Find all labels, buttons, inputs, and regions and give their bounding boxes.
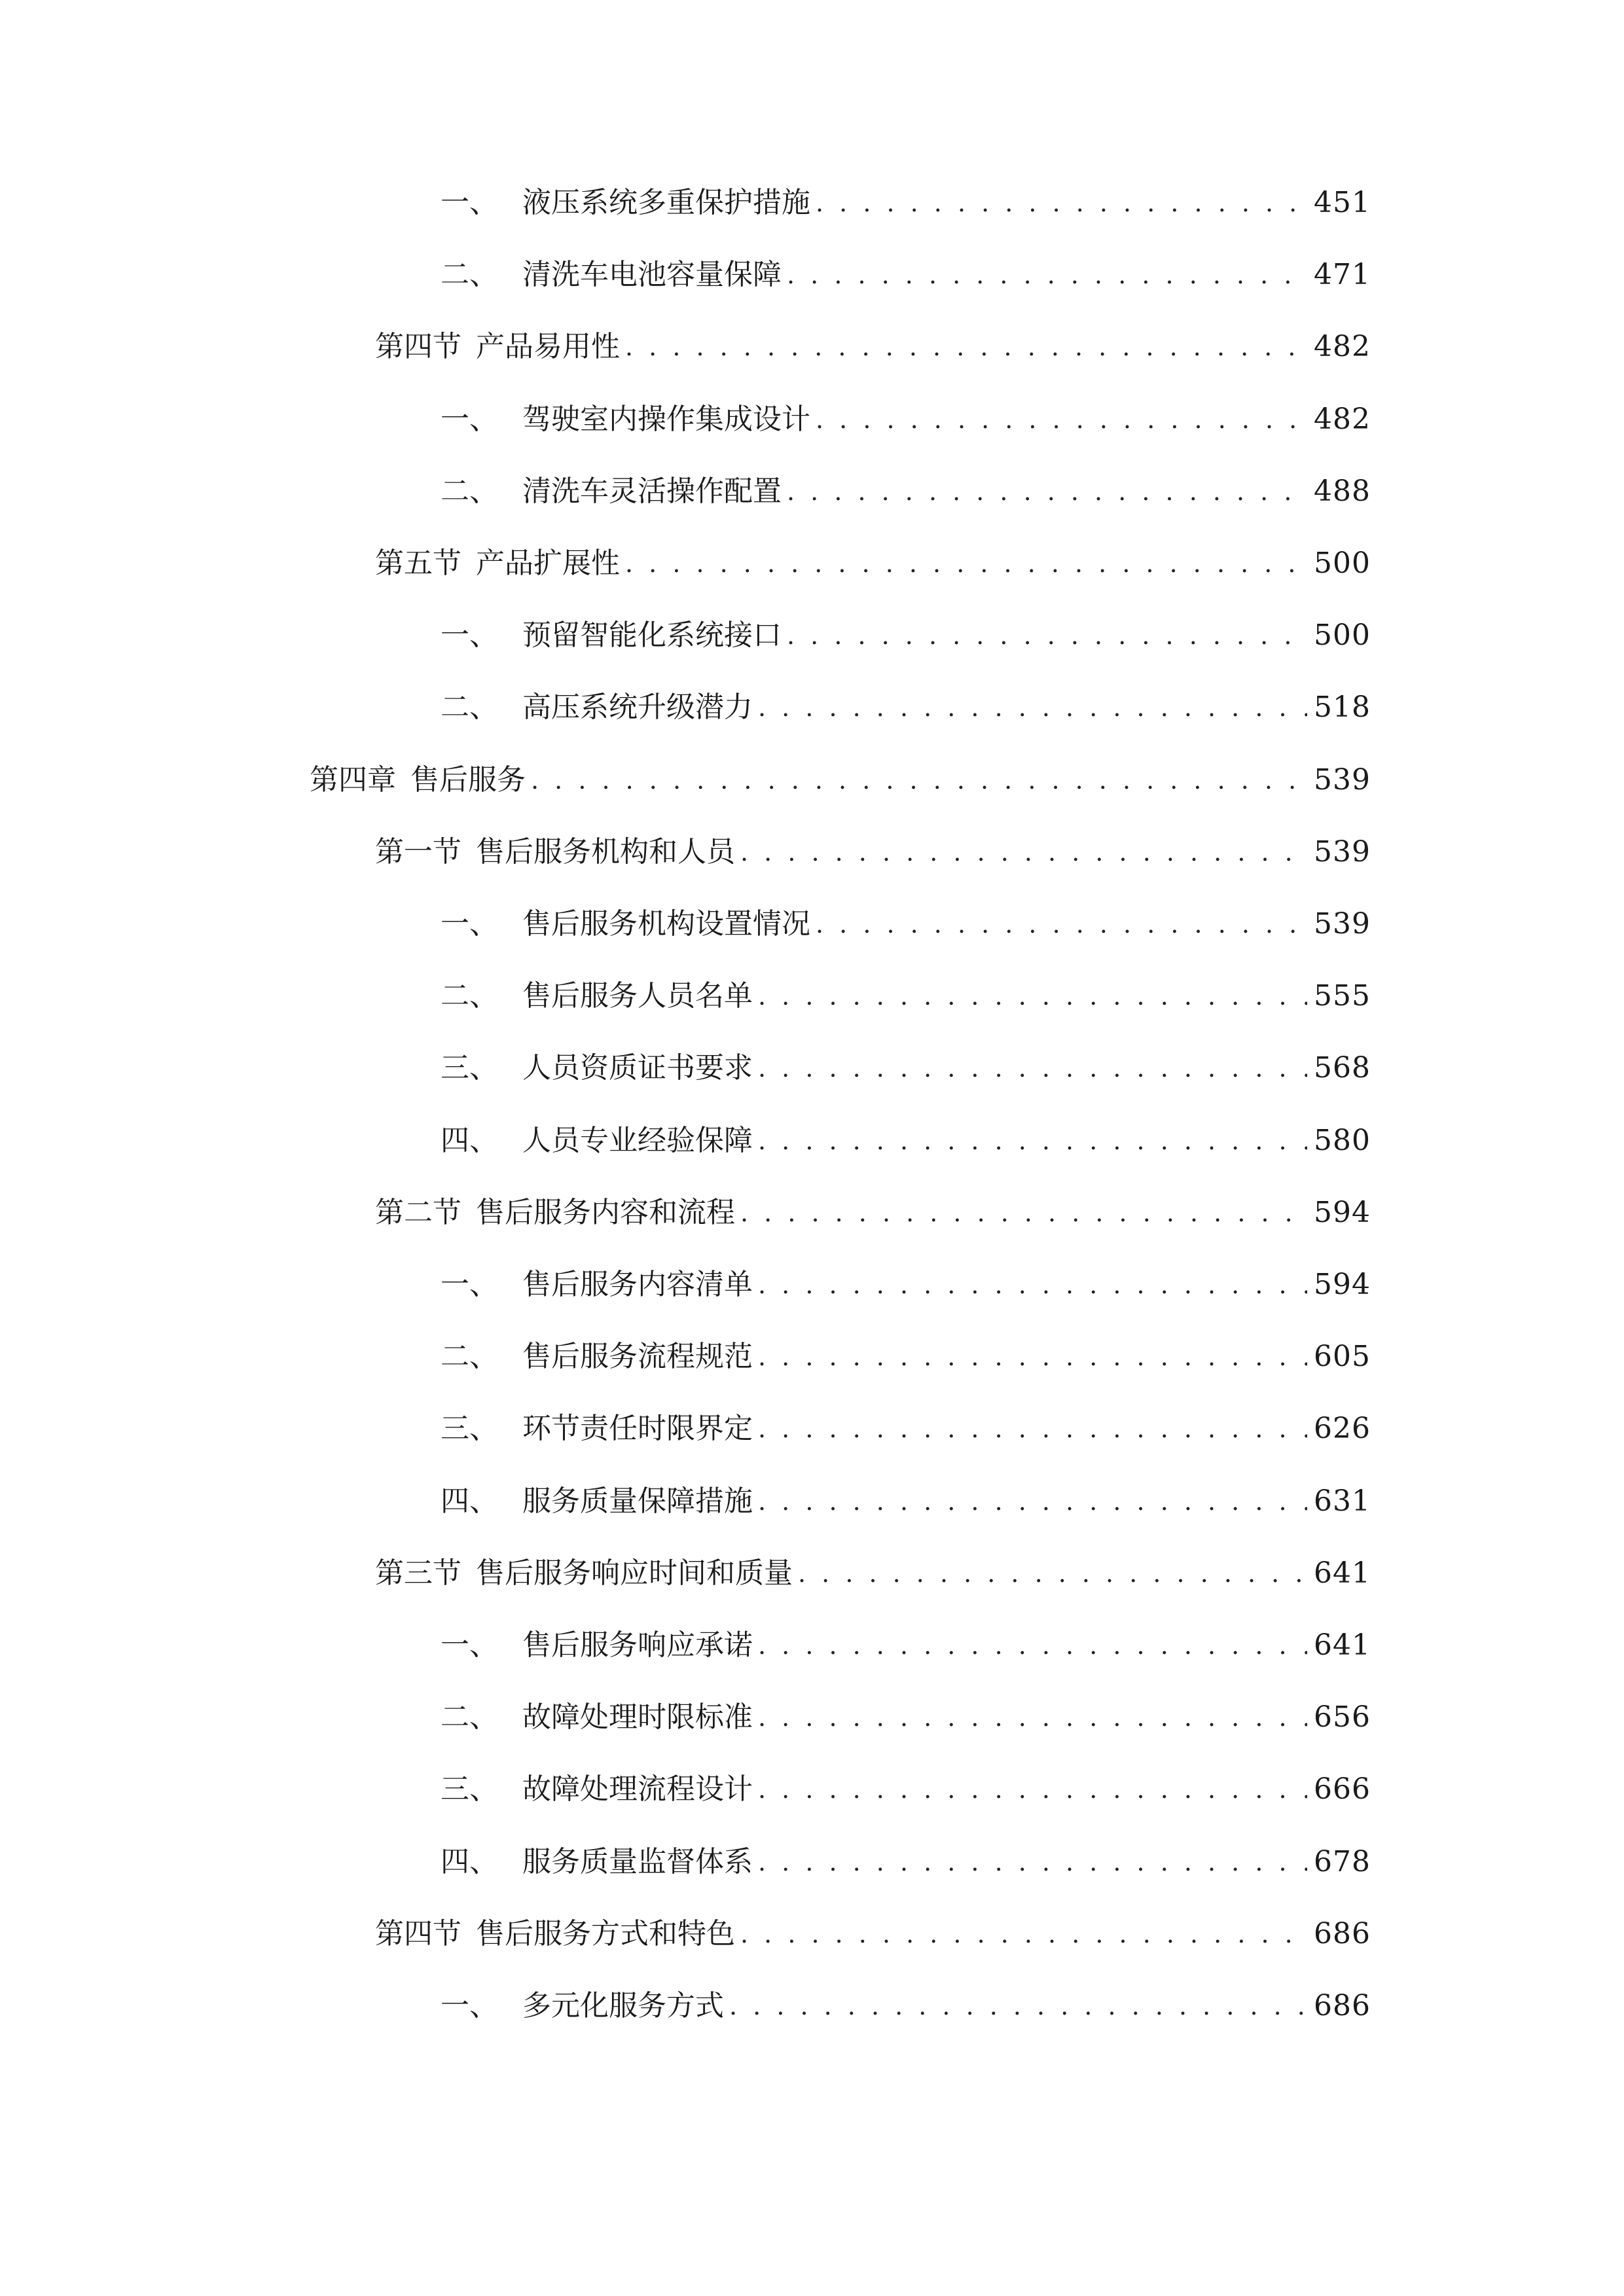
toc-entry-title: 售后服务内容清单 <box>522 1268 753 1301</box>
toc-entry-page-number: 471 <box>1314 258 1371 291</box>
toc-entry-page-number: 686 <box>1314 1917 1371 1950</box>
dot-leader <box>758 1268 1307 1302</box>
toc-entry-page-number: 594 <box>1314 1268 1371 1301</box>
toc-entry-section <box>375 1538 1371 1590</box>
toc-entry-item <box>441 456 1371 509</box>
dot-leader <box>531 763 1307 797</box>
toc-entry-item <box>441 600 1371 653</box>
toc-entry-title: 故障处理时限标准 <box>522 1700 753 1734</box>
dot-leader <box>758 1340 1307 1374</box>
dot-leader <box>758 1772 1307 1806</box>
toc-entry-number: 第四章 <box>310 763 396 797</box>
toc-entry-title: 多元化服务方式 <box>522 1989 724 2022</box>
toc-entry-page-number: 500 <box>1314 547 1371 580</box>
toc-entry-title: 售后服务人员名单 <box>522 979 753 1013</box>
toc-entry-item <box>441 240 1371 292</box>
toc-entry-number: 一、 <box>441 1989 498 2022</box>
toc-entry-title: 售后服务响应承诺 <box>522 1628 753 1662</box>
toc-entry-number: 三、 <box>441 1772 498 1806</box>
dot-leader <box>758 1412 1307 1446</box>
dot-leader <box>798 1556 1307 1590</box>
toc-entry-title: 预留智能化系统接口 <box>522 619 782 652</box>
toc-entry-item <box>441 1321 1371 1374</box>
dot-leader <box>625 547 1307 581</box>
toc-entry-item <box>441 168 1371 220</box>
toc-entry-number: 一、 <box>441 403 498 436</box>
toc-entry-item <box>441 889 1371 941</box>
toc-entry-number: 四、 <box>441 1845 498 1878</box>
toc-entry-section <box>375 1177 1371 1230</box>
toc-entry-page-number: 678 <box>1314 1845 1371 1878</box>
toc-entry-item <box>441 1682 1371 1734</box>
toc-entry-number: 第一节 <box>375 835 461 869</box>
toc-entry-item <box>441 1105 1371 1158</box>
dot-leader <box>740 835 1307 869</box>
toc-entry-title: 故障处理流程设计 <box>522 1772 753 1806</box>
toc-entry-item <box>441 1466 1371 1518</box>
toc-entry-number: 二、 <box>441 1700 498 1734</box>
dot-leader <box>758 1051 1307 1085</box>
toc-entry-item <box>441 384 1371 437</box>
toc-entry-number: 一、 <box>441 907 498 941</box>
toc-entry-number: 三、 <box>441 1412 498 1445</box>
toc-entry-item <box>441 1754 1371 1806</box>
toc-entry-section <box>375 817 1371 869</box>
toc-entry-number: 一、 <box>441 619 498 652</box>
toc-entry-page-number: 631 <box>1314 1484 1371 1518</box>
toc-entry-number: 二、 <box>441 475 498 508</box>
toc-entry-item <box>441 961 1371 1013</box>
dot-leader <box>816 403 1307 437</box>
toc-entry-page-number: 555 <box>1314 979 1371 1013</box>
dot-leader <box>787 475 1307 509</box>
dot-leader <box>740 1196 1307 1230</box>
dot-leader <box>729 1989 1307 2023</box>
toc-entry-title: 产品扩展性 <box>476 547 620 580</box>
toc-entry-page-number: 626 <box>1314 1412 1371 1445</box>
toc-entry-chapter <box>310 745 1371 797</box>
toc-entry-title: 售后服务响应时间和质量 <box>476 1556 793 1590</box>
dot-leader <box>740 1917 1307 1951</box>
toc-entry-number: 一、 <box>441 1268 498 1301</box>
toc-entry-title: 产品易用性 <box>476 330 620 363</box>
toc-entry-number: 三、 <box>441 1051 498 1085</box>
toc-entry-number: 二、 <box>441 258 498 291</box>
toc-entry-item <box>441 672 1371 725</box>
dot-leader <box>758 1700 1307 1734</box>
dot-leader <box>758 1845 1307 1879</box>
toc-entry-number: 二、 <box>441 691 498 724</box>
toc-entry-number: 第四节 <box>375 330 461 363</box>
toc-entry-item <box>441 1971 1371 2023</box>
toc-entry-title: 驾驶室内操作集成设计 <box>522 403 810 436</box>
toc-entry-number: 四、 <box>441 1124 498 1157</box>
toc-entry-page-number: 539 <box>1314 907 1371 941</box>
dot-leader <box>758 1628 1307 1662</box>
toc-entry-page-number: 500 <box>1314 619 1371 652</box>
toc-entry-title: 服务质量保障措施 <box>522 1484 753 1518</box>
toc-entry-title: 售后服务内容和流程 <box>476 1196 735 1229</box>
toc-entry-title: 人员资质证书要求 <box>522 1051 753 1085</box>
toc-entry-number: 四、 <box>441 1484 498 1518</box>
toc-entry-page-number: 568 <box>1314 1051 1371 1085</box>
toc-entry-item <box>441 1033 1371 1085</box>
dot-leader <box>758 1124 1307 1158</box>
toc-entry-number: 二、 <box>441 979 498 1013</box>
toc-entry-page-number: 451 <box>1314 186 1371 219</box>
toc-entry-title: 人员专业经验保障 <box>522 1124 753 1157</box>
toc-entry-item <box>441 1610 1371 1662</box>
toc-entry-page-number: 482 <box>1314 403 1371 436</box>
toc-entry-item <box>441 1393 1371 1446</box>
dot-leader <box>816 907 1307 941</box>
toc-entry-title: 液压系统多重保护措施 <box>522 186 810 219</box>
toc-entry-item <box>441 1827 1371 1879</box>
dot-leader <box>816 186 1307 220</box>
dot-leader <box>787 619 1307 653</box>
toc-entry-page-number: 594 <box>1314 1196 1371 1229</box>
toc-entry-item <box>441 1249 1371 1302</box>
toc-entry-page-number: 666 <box>1314 1772 1371 1806</box>
toc-entry-page-number: 518 <box>1314 691 1371 724</box>
toc-entry-number: 一、 <box>441 186 498 219</box>
toc-entry-page-number: 539 <box>1314 835 1371 869</box>
toc-entry-page-number: 482 <box>1314 330 1371 363</box>
toc-entry-page-number: 539 <box>1314 763 1371 797</box>
dot-leader <box>758 1484 1307 1518</box>
toc-entry-page-number: 641 <box>1314 1556 1371 1590</box>
toc-entry-title: 清洗车电池容量保障 <box>522 258 782 291</box>
toc-entry-title: 服务质量监督体系 <box>522 1845 753 1878</box>
toc-entry-page-number: 641 <box>1314 1628 1371 1662</box>
toc-entry-number: 第三节 <box>375 1556 461 1590</box>
toc-entry-title: 清洗车灵活操作配置 <box>522 475 782 508</box>
toc-entry-section <box>375 312 1371 364</box>
toc-entry-number: 一、 <box>441 1628 498 1662</box>
dot-leader <box>758 979 1307 1013</box>
toc-entry-page-number: 686 <box>1314 1989 1371 2022</box>
toc-entry-number: 第二节 <box>375 1196 461 1229</box>
dot-leader <box>625 330 1307 364</box>
toc-entry-page-number: 580 <box>1314 1124 1371 1157</box>
toc-entry-title: 售后服务方式和特色 <box>476 1917 735 1950</box>
toc-entry-number: 第五节 <box>375 547 461 580</box>
toc-entry-page-number: 656 <box>1314 1700 1371 1734</box>
toc-entry-title: 高压系统升级潜力 <box>522 691 753 724</box>
dot-leader <box>787 258 1307 292</box>
toc-entry-title: 售后服务 <box>410 763 526 797</box>
toc-entry-title: 环节责任时限界定 <box>522 1412 753 1445</box>
toc-entry-number: 二、 <box>441 1340 498 1373</box>
toc-entry-section <box>375 1899 1371 1951</box>
toc-entry-section <box>375 528 1371 581</box>
dot-leader <box>758 691 1307 725</box>
toc-entry-title: 售后服务流程规范 <box>522 1340 753 1373</box>
toc-entry-title: 售后服务机构设置情况 <box>522 907 810 941</box>
toc-entry-title: 售后服务机构和人员 <box>476 835 735 869</box>
toc-entry-number: 第四节 <box>375 1917 461 1950</box>
toc-entry-page-number: 488 <box>1314 475 1371 508</box>
toc-entry-page-number: 605 <box>1314 1340 1371 1373</box>
